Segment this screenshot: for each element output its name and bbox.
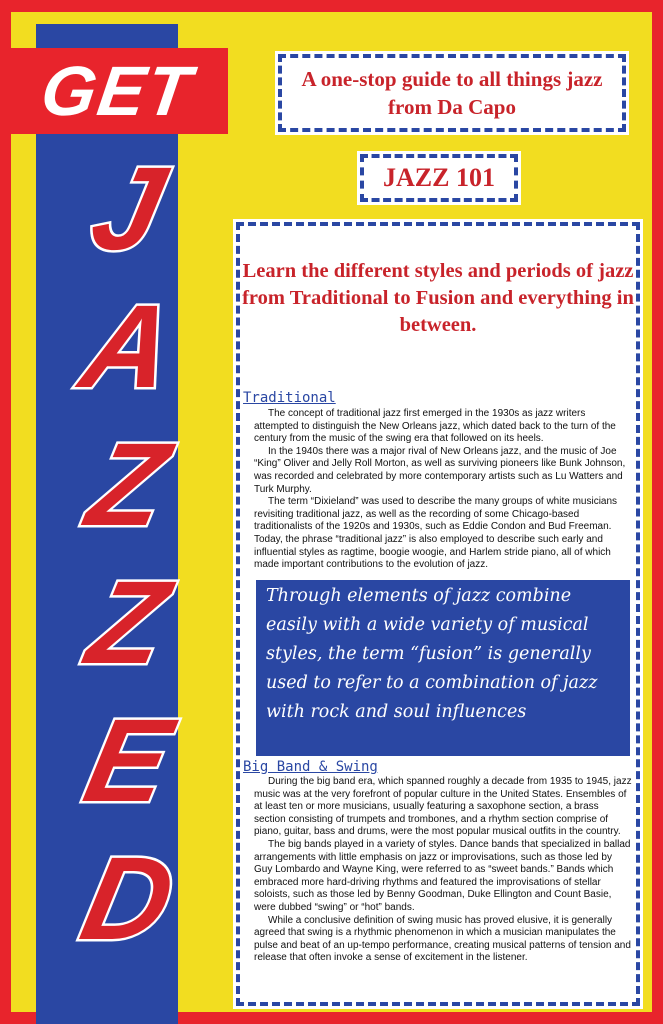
jazz-101-label-box [360, 154, 518, 202]
jazzed-letter: A [71, 281, 185, 413]
jazzed-letter: Z [77, 557, 179, 689]
fusion-pullquote: Through elements of jazz combine easily with a wide variety of musical styles, the term “fusion” is generally used to refer to a combination of jazz with rock and soul influences [256, 580, 630, 756]
jazzed-letter: E [74, 695, 182, 827]
big-band-paragraph: During the big band era, which spanned roughly a decade from 1935 to 1945, jazz music was at the very forefront of popular culture in the United States. Ensembles of at least ten or more musicians, usually featuring a saxophone section, a brass section consisting of trumpets and trombones, and a rhythm section comprise of piano, guitar, bass and drums, were the most popular musical outfits in the country. [254, 776, 632, 838]
get-word: GET [36, 52, 198, 130]
big-band-heading: Big Band & Swing [243, 759, 378, 775]
tagline-box [278, 54, 626, 132]
article-box [236, 222, 640, 1006]
jazzed-letter: Z [77, 419, 179, 551]
big-band-paragraph: While a conclusive definition of swing music has proved elusive, it is generally agreed that swing is a rhythmic phenomenon in which a musician manipulates the pulse and beat of an up-tempo performance, creating musical patterns of tension and release that often invoke a sense of excitement in the listener. [254, 914, 631, 964]
big-band-paragraph: The big bands played in a variety of styles. Dance bands that specialized in ballad arrangements with little emphasis on jazz or improvisations, such as those led by Guy Lombardo and Wayne King, were referred to as “sweet bands.” Bands which embraced more hard-driving rhythms and featured the improvisations of stellar soloists, such as those led by Benny Goodman, Duke Ellington and Count Basie, were dubbed “swing” or “hot” bands. [254, 838, 631, 913]
traditional-paragraph: The term “Dixieland” was used to describe the many groups of white musicians revisiting traditional jazz, as well as the recording of some Chicago-based traditionalists of the 1920s and 1930s, such as Eddie Condon and Bud Freeman. Today, the phrase “traditional jazz” is also employed to describe such early and influential styles as ragtime, boogie woogie, and Harlem stride piano, all of which made important contributions to the evolution of jazz. [254, 496, 618, 571]
tagline-text: A one-stop guide to all things jazz from Da Capo [301, 67, 603, 119]
jazzed-letter: J [81, 143, 175, 275]
lead-heading: Learn the different styles and periods of jazz from Traditional to Fusion and everything in between. [242, 260, 634, 336]
traditional-paragraph: In the 1940s there was a major rival of New Orleans jazz, and the music of Joe “King” Oliver and Jelly Roll Morton, as well as surviving pioneers like Bunk Johnson, was recorded and celebrated by more contemporary artists such as Lu Watters and Turk Murphy. [254, 445, 626, 495]
traditional-body [254, 408, 632, 572]
jazz-101-label: JAZZ 101 [383, 163, 495, 192]
traditional-paragraph: The concept of traditional jazz first emerged in the 1930s as jazz writers attempted to distinguish the New Orleans jazz, which dated back to the turn of the century from the music of the swing era that followed on its heels. [254, 408, 616, 445]
big-band-body [254, 776, 632, 965]
traditional-heading: Traditional [243, 390, 336, 406]
jazzed-letter: D [71, 833, 185, 965]
